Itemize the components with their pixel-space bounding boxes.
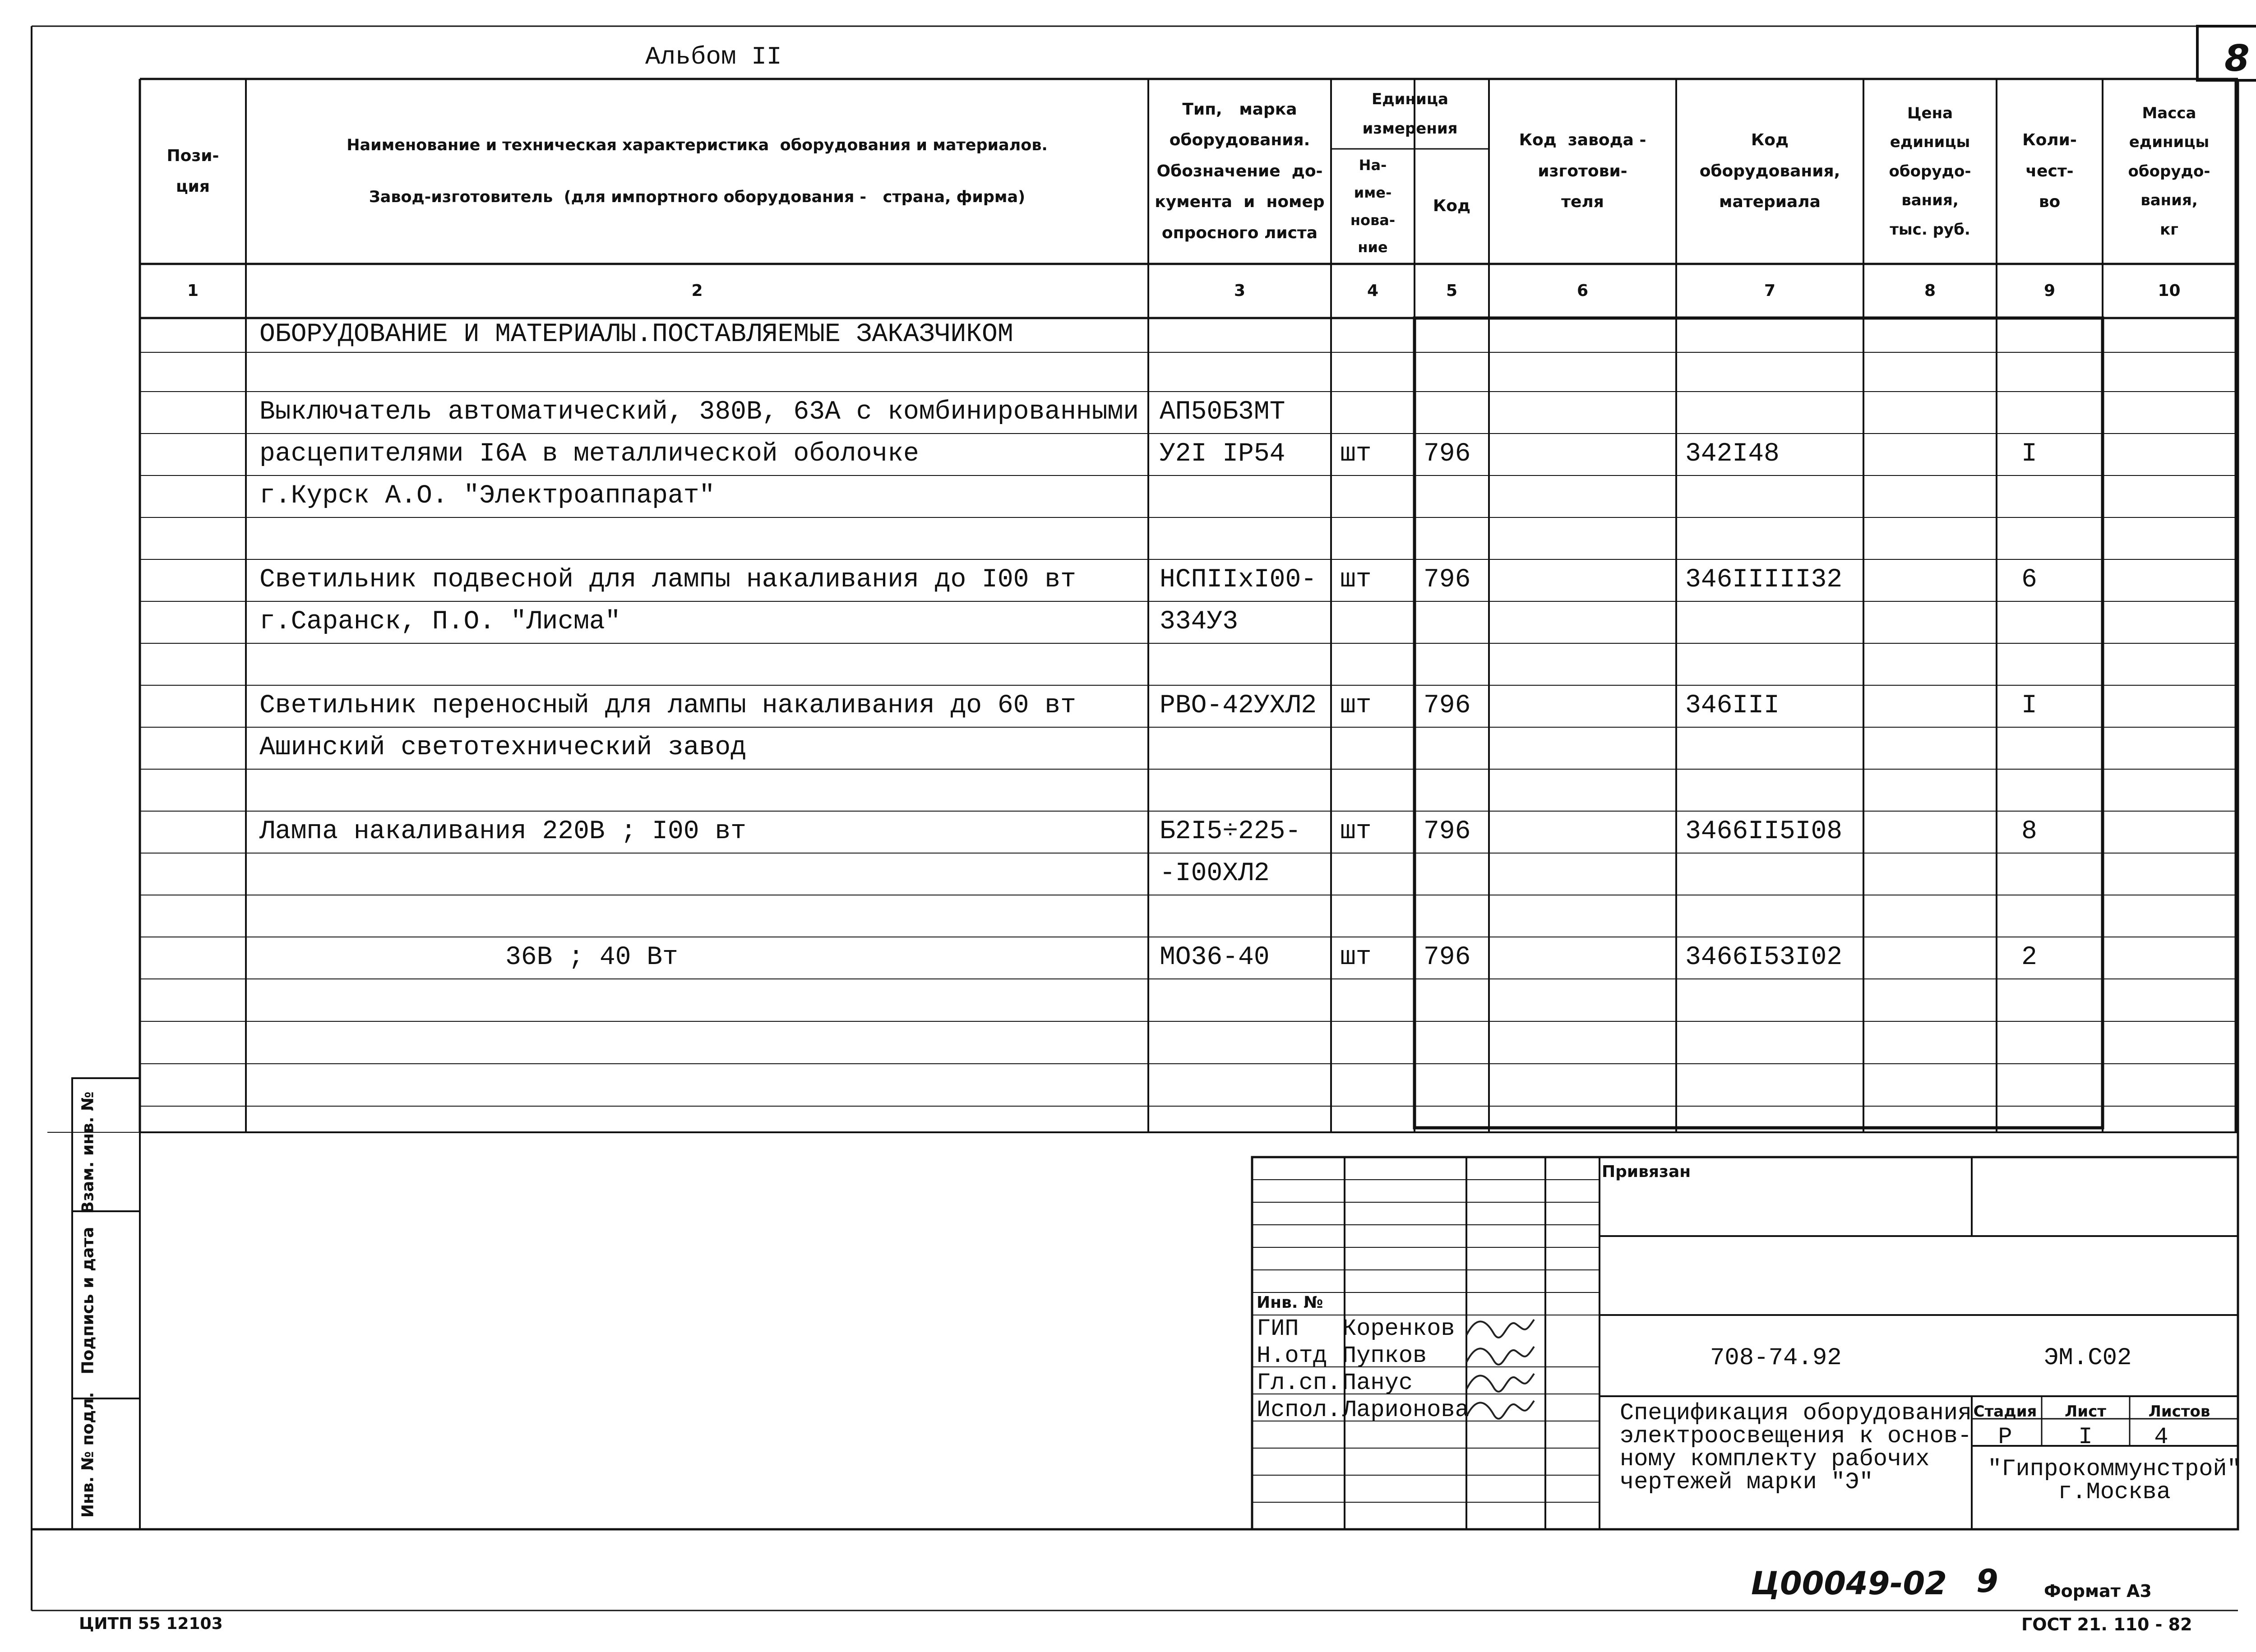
unit-code-cell: 796	[1424, 691, 1471, 720]
type-cell: НСПIIxI00-	[1160, 565, 1317, 595]
signature-scribble	[1466, 1347, 1534, 1365]
name-cell: г.Курск А.О. "Электроаппарат"	[259, 481, 715, 511]
signer-role: Испол.	[1257, 1397, 1341, 1423]
signature-scribble	[1466, 1401, 1534, 1419]
header-unit-name: На- име- нова- ние	[1350, 156, 1396, 256]
signer-name: Панус	[1342, 1370, 1413, 1396]
signer-name: Коренков	[1342, 1315, 1455, 1342]
document-title: Спецификация оборудования электроосвещения к основ- ному комплекту рабочих чертежей марки "Э"	[1620, 1400, 1972, 1495]
column-number-7: 7	[1764, 281, 1776, 300]
sheet-value: I	[2078, 1424, 2093, 1450]
type-cell: РВО-42УХЛ2	[1160, 691, 1317, 720]
type-cell: Б2I5÷225-	[1160, 817, 1301, 846]
column-number-8: 8	[1924, 281, 1936, 300]
header-plant-code: Код завода - изготови- теля	[1519, 131, 1646, 212]
quantity-cell: 2	[2021, 942, 2037, 972]
sheet-label: Лист	[2065, 1403, 2106, 1421]
column-number-2: 2	[691, 281, 703, 300]
signature-scribble	[1466, 1374, 1534, 1392]
header-unit-code: Код	[1433, 197, 1471, 216]
header-equipment-code: Код оборудования, материала	[1699, 131, 1840, 212]
name-cell: Выключатель автоматический, 380В, 63А с комбинированными	[259, 397, 1139, 427]
quantity-cell: 8	[2021, 817, 2037, 846]
type-cell: У2I IP54	[1160, 439, 1285, 469]
type-cell: -I00ХЛ2	[1160, 858, 1270, 888]
name-cell: Светильник переносный для лампы накаливания до 60 вт	[259, 691, 1076, 720]
column-number-5: 5	[1446, 281, 1458, 300]
equipment-code-cell: 3466I53I02	[1685, 942, 1843, 972]
equipment-code-cell: 3466II5I08	[1685, 817, 1843, 846]
privyazan-label: Привязан	[1602, 1163, 1691, 1181]
equipment-code-cell: 346IIIII32	[1685, 565, 1843, 595]
unit-code-cell: 796	[1424, 817, 1471, 846]
signature-scribble	[1466, 1320, 1534, 1338]
column-number-9: 9	[2043, 281, 2056, 300]
header-position: Пози- ция	[166, 146, 219, 196]
signer-name: Ларионова	[1342, 1397, 1469, 1423]
signer-name: Пупков	[1342, 1343, 1427, 1369]
column-number-4: 4	[1367, 281, 1379, 300]
column-number-1: 1	[187, 281, 199, 300]
unit-cell: шт	[1340, 817, 1372, 846]
equipment-code-cell: 346III	[1685, 691, 1780, 720]
organization: "Гипрокоммунстрой" г.Москва	[1988, 1456, 2241, 1505]
type-cell: АП50Б3МТ	[1160, 397, 1285, 427]
handwritten-code: Ц00049-02	[1751, 1565, 1947, 1602]
signer-role: ГИП	[1257, 1315, 1299, 1342]
name-cell: г.Саранск, П.О. "Лисма"	[259, 607, 621, 637]
sheets-value: 4	[2154, 1424, 2168, 1450]
column-number-6: 6	[1576, 281, 1589, 300]
name-cell: Лампа накаливания 220В ; I00 вт	[259, 817, 746, 846]
quantity-cell: I	[2021, 691, 2037, 720]
unit-cell: шт	[1340, 942, 1372, 972]
equipment-code-cell: 342I48	[1685, 439, 1780, 469]
unit-code-cell: 796	[1424, 942, 1471, 972]
name-cell: Светильник подвесной для лампы накаливания до I00 вт	[259, 565, 1076, 595]
album-label: Альбом II	[645, 42, 782, 71]
sheets-label: Листов	[2148, 1403, 2210, 1421]
unit-cell: шт	[1340, 565, 1372, 595]
unit-cell: шт	[1340, 691, 1372, 720]
name-cell: 36В ; 40 Вт	[505, 942, 678, 972]
signer-role: Н.отд	[1257, 1343, 1327, 1369]
stage-value: Р	[1998, 1424, 2012, 1450]
stage-label: Стадия	[1973, 1403, 2037, 1421]
type-cell: МО36-40	[1160, 942, 1270, 972]
name-cell: Ашинский светотехнический завод	[259, 733, 746, 762]
side-label-signature-date: Подпись и дата	[79, 1227, 97, 1375]
header-type: Тип, марка оборудования. Обозначение до- кумента и номер опросного листа	[1155, 100, 1325, 242]
header-quantity: Коли- чест- во	[2022, 131, 2077, 212]
name-cell: ОБОРУДОВАНИЕ И МАТЕРИАЛЫ.ПОСТАВЛЯЕМЫЕ ЗАКАЗЧИКОМ	[259, 320, 1013, 349]
format-label: Формат А3	[2044, 1581, 2152, 1601]
header-name: Наименование и техническая характеристика оборудования и материалов. Завод-изготовитель (для импортного оборудования - страна, фирма)	[347, 136, 1048, 206]
type-cell: 334У3	[1160, 607, 1239, 637]
column-number-10: 10	[2158, 281, 2181, 300]
header-mass: Масса единицы оборудо- вания, кг	[2128, 104, 2210, 239]
sheet-number: 8	[2224, 37, 2250, 79]
handwritten-page: 9	[1976, 1563, 1998, 1600]
unit-code-cell: 796	[1424, 565, 1471, 595]
column-number-3: 3	[1234, 281, 1246, 300]
project-code: 708-74.92	[1710, 1344, 1842, 1372]
header-price: Цена единицы оборудо- вания, тыс. руб.	[1889, 104, 1971, 239]
footer-gost: ГОСТ 21. 110 - 82	[2021, 1615, 2192, 1634]
unit-cell: шт	[1340, 439, 1372, 469]
inv-no-label: Инв. №	[1257, 1293, 1323, 1312]
footer-left-code: ЦИТП 55 12103	[79, 1615, 223, 1633]
document-code: ЭМ.С02	[2044, 1344, 2132, 1372]
name-cell: расцепителями I6А в металлической оболочке	[259, 439, 919, 469]
signer-role: Гл.сп.	[1257, 1370, 1341, 1396]
unit-code-cell: 796	[1424, 439, 1471, 469]
side-label-original-inv: Инв. № подл.	[79, 1392, 97, 1518]
quantity-cell: I	[2021, 439, 2037, 469]
side-label-replace-inv: Взам. инв. №	[79, 1091, 97, 1214]
header-unit-group: Единица измерения	[1362, 90, 1458, 138]
quantity-cell: 6	[2021, 565, 2037, 595]
